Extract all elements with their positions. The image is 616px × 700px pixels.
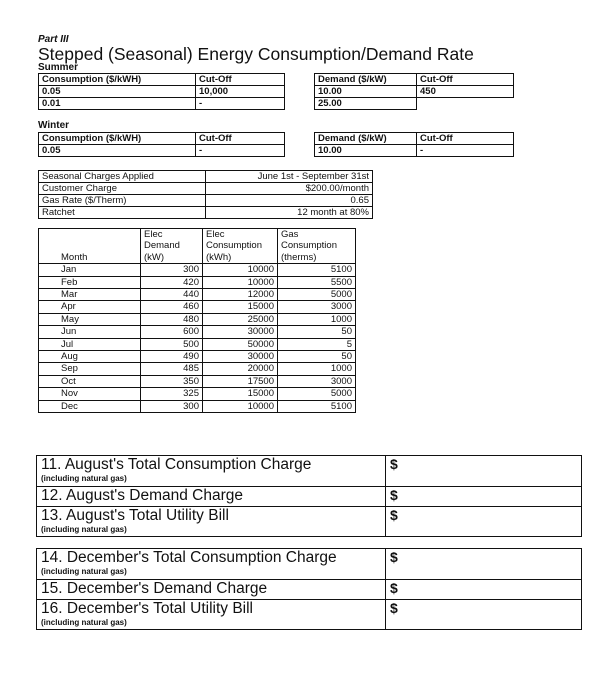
elec-consumption-cell: 15000 [203, 301, 278, 313]
winter-demand-cutoff-header: Cut-Off [417, 133, 514, 145]
gas-header-3: (therms) [278, 252, 356, 264]
winter-demand-cutoff-1: - [417, 145, 514, 157]
month-cell: Sep [39, 363, 141, 375]
question-16-note: (including natural gas) [41, 618, 127, 627]
table-row [39, 289, 356, 301]
question-13-note: (including natural gas) [41, 525, 127, 534]
summer-rate-1: 0.05 [39, 86, 196, 98]
table-row [39, 264, 356, 276]
table-row [39, 351, 356, 363]
usage-table [38, 228, 356, 413]
elec-demand-cell: 300 [141, 400, 203, 412]
charge-label: Ratchet [39, 207, 206, 219]
elec-demand-header-3: (kW) [141, 252, 203, 264]
summer-demand-1: 10.00 [315, 86, 417, 98]
gas-cell: 50 [278, 326, 356, 338]
elec-consumption-cell: 12000 [203, 289, 278, 301]
answer-16-field[interactable]: $ [390, 600, 398, 616]
elec-demand-cell: 500 [141, 338, 203, 350]
winter-label: Winter [38, 120, 70, 131]
table-row [39, 363, 356, 375]
elec-demand-cell: 480 [141, 313, 203, 325]
winter-consumption-header: Consumption ($/kWH) [39, 133, 196, 145]
month-cell: Dec [39, 400, 141, 412]
elec-demand-cell: 490 [141, 351, 203, 363]
summer-cutoff-1: 10,000 [196, 86, 285, 98]
charge-label: Customer Charge [39, 183, 206, 195]
month-cell: Nov [39, 388, 141, 400]
question-11: 11. August's Total Consumption Charge [41, 456, 312, 473]
elec-consumption-cell: 10000 [203, 264, 278, 276]
question-13: 13. August's Total Utility Bill [41, 507, 229, 524]
month-cell: May [39, 313, 141, 325]
elec-demand-cell: 460 [141, 301, 203, 313]
winter-rate-1: 0.05 [39, 145, 196, 157]
elec-consumption-header-1: Elec [203, 229, 278, 241]
elec-demand-cell: 485 [141, 363, 203, 375]
winter-cutoff-1: - [196, 145, 285, 157]
elec-consumption-cell: 10000 [203, 276, 278, 288]
page-title: Stepped (Seasonal) Energy Consumption/Demand Rate [38, 44, 474, 64]
gas-cell: 1000 [278, 313, 356, 325]
question-14: 14. December's Total Consumption Charge [41, 549, 337, 566]
question-11-note: (including natural gas) [41, 474, 127, 483]
gas-cell: 50 [278, 351, 356, 363]
question-12: 12. August's Demand Charge [41, 487, 243, 504]
charge-value: 12 month at 80% [206, 207, 373, 219]
summer-demand-2: 25.00 [315, 98, 417, 110]
month-cell: Mar [39, 289, 141, 301]
elec-demand-cell: 325 [141, 388, 203, 400]
summer-demand-table [314, 73, 514, 110]
questions-august [36, 455, 582, 537]
charges-table [38, 170, 373, 219]
elec-consumption-cell: 15000 [203, 388, 278, 400]
elec-demand-cell: 600 [141, 326, 203, 338]
gas-cell: 5100 [278, 264, 356, 276]
gas-cell: 5100 [278, 400, 356, 412]
elec-demand-header-2: Demand [141, 240, 203, 251]
table-row [39, 338, 356, 350]
gas-cell: 3000 [278, 375, 356, 387]
summer-demand-cutoff-1: 450 [417, 86, 514, 98]
elec-consumption-cell: 10000 [203, 400, 278, 412]
month-cell: Jun [39, 326, 141, 338]
month-cell: Oct [39, 375, 141, 387]
elec-consumption-cell: 17500 [203, 375, 278, 387]
charge-label: Seasonal Charges Applied [39, 171, 206, 183]
summer-consumption-table [38, 73, 285, 110]
elec-consumption-cell: 30000 [203, 326, 278, 338]
question-15: 15. December's Demand Charge [41, 580, 268, 597]
elec-consumption-cell: 25000 [203, 313, 278, 325]
answer-14-field[interactable]: $ [390, 549, 398, 565]
table-row [39, 313, 356, 325]
gas-cell: 5000 [278, 388, 356, 400]
gas-cell: 5 [278, 338, 356, 350]
gas-cell: 3000 [278, 301, 356, 313]
elec-demand-cell: 420 [141, 276, 203, 288]
month-header: Month [39, 252, 141, 264]
gas-header-1: Gas [278, 229, 356, 241]
elec-demand-cell: 350 [141, 375, 203, 387]
month-cell: Jan [39, 264, 141, 276]
winter-demand-1: 10.00 [315, 145, 417, 157]
winter-demand-header: Demand ($/kW) [315, 133, 417, 145]
charge-value: June 1st - September 31st [206, 171, 373, 183]
table-row [39, 400, 356, 412]
elec-consumption-header-3: (kWh) [203, 252, 278, 264]
summer-demand-cutoff-header: Cut-Off [417, 74, 514, 86]
summer-demand-cutoff-2 [417, 98, 514, 110]
charge-value: $200.00/month [206, 183, 373, 195]
month-cell: Aug [39, 351, 141, 363]
summer-label: Summer [38, 62, 79, 73]
elec-consumption-cell: 20000 [203, 363, 278, 375]
month-cell: Jul [39, 338, 141, 350]
summer-demand-header: Demand ($/kW) [315, 74, 417, 86]
winter-cutoff-header: Cut-Off [196, 133, 285, 145]
elec-demand-cell: 440 [141, 289, 203, 301]
elec-consumption-header-2: Consumption [203, 240, 278, 251]
table-row [39, 301, 356, 313]
questions-december [36, 548, 582, 630]
table-row [39, 326, 356, 338]
answer-12-field[interactable]: $ [390, 487, 398, 503]
elec-consumption-cell: 30000 [203, 351, 278, 363]
answer-11-field[interactable]: $ [390, 456, 398, 472]
month-cell: Feb [39, 276, 141, 288]
summer-rate-2: 0.01 [39, 98, 196, 110]
table-row [39, 388, 356, 400]
month-cell: Apr [39, 301, 141, 313]
gas-cell: 1000 [278, 363, 356, 375]
summer-cutoff-2: - [196, 98, 285, 110]
charge-label: Gas Rate ($/Therm) [39, 195, 206, 207]
elec-demand-header-1: Elec [141, 229, 203, 241]
table-row [39, 276, 356, 288]
winter-demand-table [314, 132, 514, 157]
question-16: 16. December's Total Utility Bill [41, 600, 253, 617]
answer-13-field[interactable]: $ [390, 507, 398, 523]
question-14-note: (including natural gas) [41, 567, 127, 576]
summer-cutoff-header: Cut-Off [196, 74, 285, 86]
table-row [39, 375, 356, 387]
gas-header-2: Consumption [278, 240, 356, 251]
gas-cell: 5500 [278, 276, 356, 288]
part-label: Part III [38, 34, 69, 45]
gas-cell: 5000 [278, 289, 356, 301]
charge-value: 0.65 [206, 195, 373, 207]
elec-consumption-cell: 50000 [203, 338, 278, 350]
elec-demand-cell: 300 [141, 264, 203, 276]
summer-consumption-header: Consumption ($/kWH) [39, 74, 196, 86]
answer-15-field[interactable]: $ [390, 580, 398, 596]
winter-consumption-table [38, 132, 285, 157]
